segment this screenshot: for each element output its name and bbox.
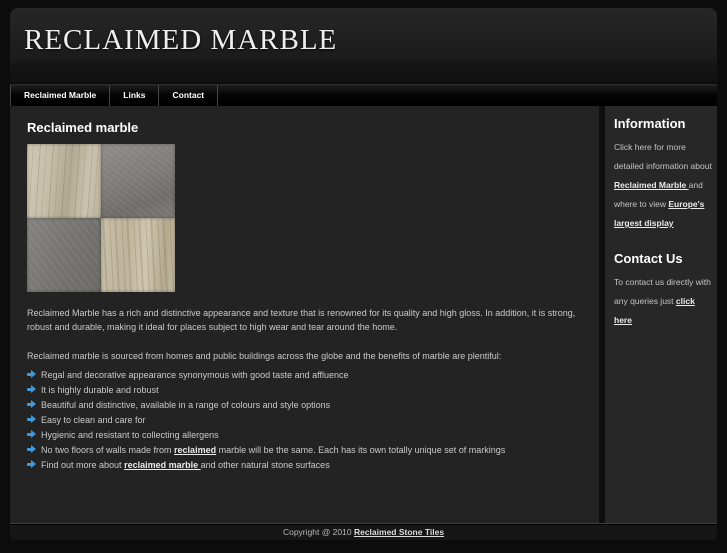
nav-tab-contact[interactable]: Contact bbox=[159, 85, 218, 106]
arrow-bullet-icon bbox=[27, 385, 38, 393]
nav-tab-links[interactable]: Links bbox=[110, 85, 159, 106]
benefit-item bbox=[27, 428, 586, 443]
sidebar bbox=[599, 106, 717, 523]
site-title: RECLAIMED MARBLE bbox=[24, 24, 338, 56]
marble-tile-gray-bottom-left bbox=[27, 218, 101, 292]
intro-paragraph: Reclaimed Marble has a rich and distinctive appearance and texture that is renowned for its quality and high gloss. In addition, it is strong, robust and durable, making it ideal for places subject to high wear and tear around the home. bbox=[27, 308, 576, 332]
marble-tiles-image bbox=[27, 144, 175, 292]
bullet-text: Find out more about bbox=[41, 460, 125, 470]
arrow-bullet-icon bbox=[27, 400, 38, 408]
click-here-link[interactable]: click here bbox=[614, 296, 695, 325]
arrow-bullet-icon bbox=[27, 430, 38, 438]
site-header bbox=[10, 8, 717, 82]
page bbox=[0, 8, 727, 540]
benefit-item bbox=[27, 458, 586, 473]
reclaimed-marble-sidebar-link[interactable]: Reclaimed Marble bbox=[614, 180, 689, 190]
header-top bbox=[10, 8, 717, 62]
header-sub-strip bbox=[10, 62, 717, 82]
copyright-text: Copyright @ 2010 bbox=[282, 527, 354, 537]
marble-tile-beige-bottom-right bbox=[101, 218, 175, 292]
page-heading: Reclaimed marble bbox=[27, 120, 139, 135]
benefit-item bbox=[27, 398, 586, 413]
arrow-bullet-icon bbox=[27, 460, 38, 468]
benefit-item bbox=[27, 443, 586, 458]
contact-us-heading: Contact Us bbox=[614, 251, 683, 266]
arrow-bullet-icon bbox=[27, 415, 38, 423]
information-text-part: Click here for more detailed information about bbox=[614, 142, 712, 171]
information-text-part: and where to view bbox=[614, 180, 703, 209]
benefit-item bbox=[27, 413, 586, 428]
europes-largest-display-link[interactable]: Europe's largest display bbox=[614, 199, 705, 228]
bullet-text: Hygienic and resistant to collecting allergens bbox=[41, 430, 219, 440]
benefits-list bbox=[27, 368, 586, 473]
reclaimed-stone-tiles-link[interactable]: Reclaimed Stone Tiles bbox=[353, 527, 445, 537]
contact-text-part: To contact us directly with any queries just bbox=[614, 277, 711, 306]
information-text bbox=[614, 138, 712, 233]
bullet-text: marble will be the same. Each has its own totally unique set of markings bbox=[216, 445, 506, 455]
benefit-item bbox=[27, 368, 586, 383]
bullet-text: No two floors of walls made from bbox=[41, 445, 175, 455]
bullet-text: Beautiful and distinctive, available in a range of colours and style options bbox=[41, 400, 331, 410]
arrow-bullet-icon bbox=[27, 370, 38, 378]
reclaimed-marble-link[interactable]: reclaimed marble bbox=[124, 460, 201, 470]
nav-tab-reclaimed-marble[interactable]: Reclaimed Marble bbox=[10, 85, 110, 106]
content-area bbox=[10, 106, 717, 524]
bullet-text: and other natural stone surfaces bbox=[200, 460, 330, 470]
marble-tile-beige-top-left bbox=[27, 144, 101, 218]
arrow-bullet-icon bbox=[27, 445, 38, 453]
marble-tile-gray-top-right bbox=[101, 144, 175, 218]
reclaimed-link[interactable]: reclaimed bbox=[174, 445, 217, 455]
benefits-intro-paragraph: Reclaimed marble is sourced from homes and public buildings across the globe and the benefits of marble are plentiful: bbox=[27, 351, 502, 361]
bullet-text: It is highly durable and robust bbox=[41, 385, 159, 395]
main-nav bbox=[10, 84, 717, 106]
benefit-item bbox=[27, 383, 586, 398]
contact-text bbox=[614, 273, 712, 330]
bullet-text: Easy to clean and care for bbox=[41, 415, 146, 425]
information-heading: Information bbox=[614, 116, 686, 131]
footer bbox=[10, 524, 717, 540]
bullet-text: Regal and decorative appearance synonymous with good taste and affluence bbox=[41, 370, 349, 380]
main-column bbox=[10, 106, 599, 523]
